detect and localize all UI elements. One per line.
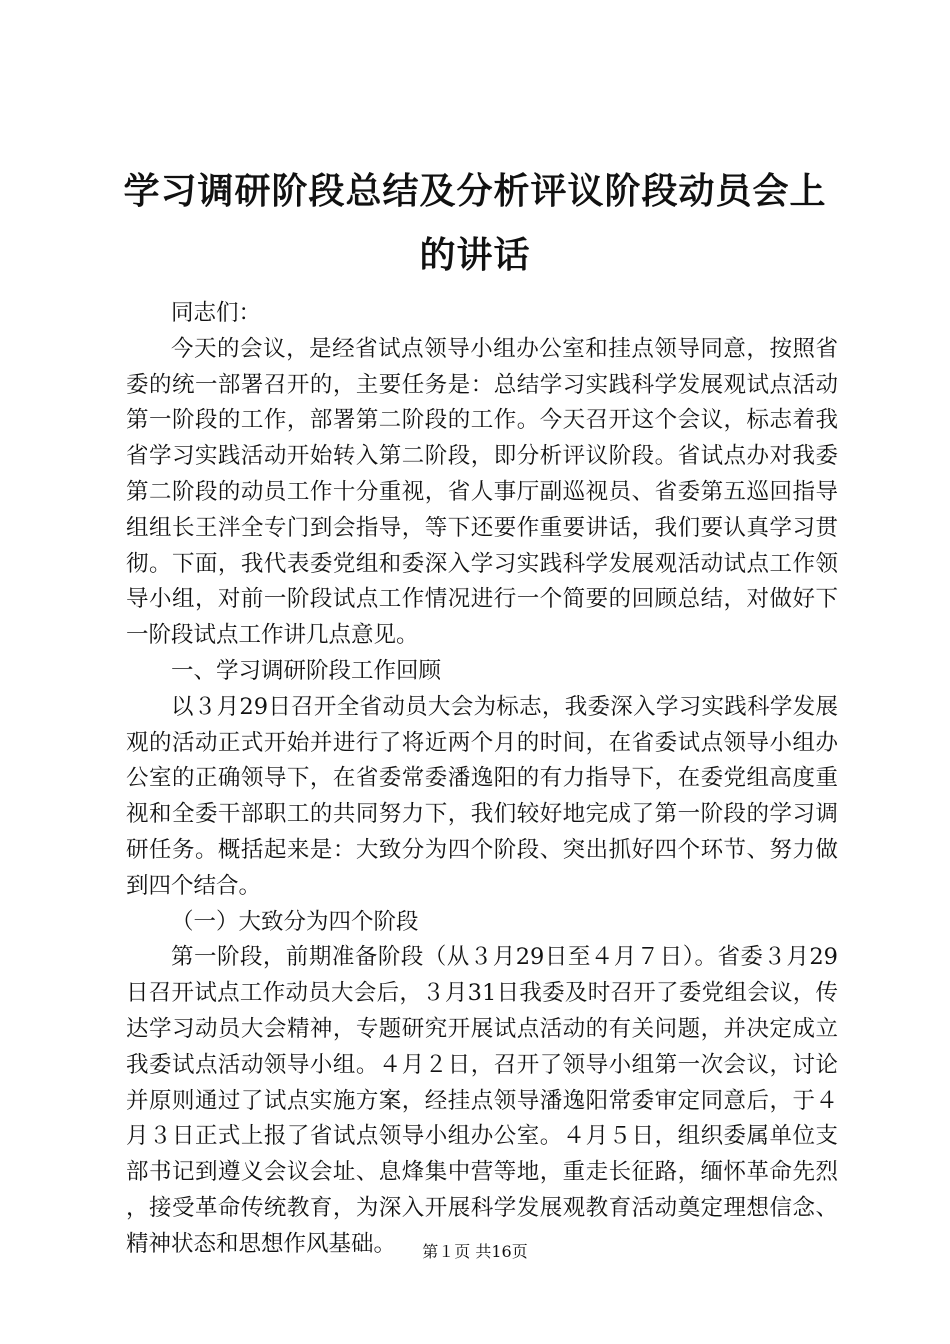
subsection-heading: （一）大致分为四个阶段 (171, 908, 419, 935)
section-heading: 一、学习调研阶段工作回顾 (171, 657, 442, 684)
body-paragraph: 以３月29日召开全省动员大会为标志，我委深入学习实践科学发展观的活动正式开始并进行了将近两个月的时间，在省委试点领导小组办公室的正确领导下，在省委常委潘逸阳的有力指导下，在委党组高度重视和全委干部职工的共同努力下，我们较好地完成了第一阶段的学习调研任务。概括起来是：大致分为四个阶段、突出抓好四个环节、努力做到四个结合。 (126, 693, 838, 899)
document-title: 学习调研阶段总结及分析评议阶段动员会上的讲话 (123, 171, 827, 276)
body-paragraph: 今天的会议，是经省试点领导小组办公室和挂点领导同意，按照省委的统一部署召开的，主要任务是：总结学习实践科学发展观试点活动第一阶段的工作，部署第二阶段的工作。今天召开这个会议，标志着我省学习实践活动开始转入第二阶段，即分析评议阶段。省试点办对我委第二阶段的动员工作十分重视，省人事厅副巡视员、省委第五巡回指导组组长王泮全专门到会指导，等下还要作重要讲话，我们要认真学习贯彻。下面，我代表委党组和委深入学习实践科学发展观活动试点工作领导小组，对前一阶段试点工作情况进行一个简要的回顾总结，对做好下一阶段试点工作讲几点意见。 (126, 335, 838, 649)
salutation: 同志们： (171, 300, 262, 326)
document-body (126, 296, 838, 1263)
page-footer: 第１页 共16页 (422, 1242, 528, 1261)
body-paragraph: 第一阶段，前期准备阶段（从３月29日至４月７日）。省委３月29日召开试点工作动员大会后，３月31日我委及时召开了委党组会议，传达学习动员大会精神，专题研究开展试点活动的有关问题，并决定成立我委试点活动领导小组。４月２日，召开了领导小组第一次会议，讨论并原则通过了试点实施方案，经挂点领导潘逸阳常委审定同意后，于４月３日正式上报了省试点领导小组办公室。４月５日，组织委属单位支部书记到遵义会议会址、息烽集中营等地，重走长征路，缅怀革命先烈，接受革命传统教育，为深入开展科学发展观教育活动奠定理想信念、精神状态和思想作风基础。 (126, 944, 838, 1257)
